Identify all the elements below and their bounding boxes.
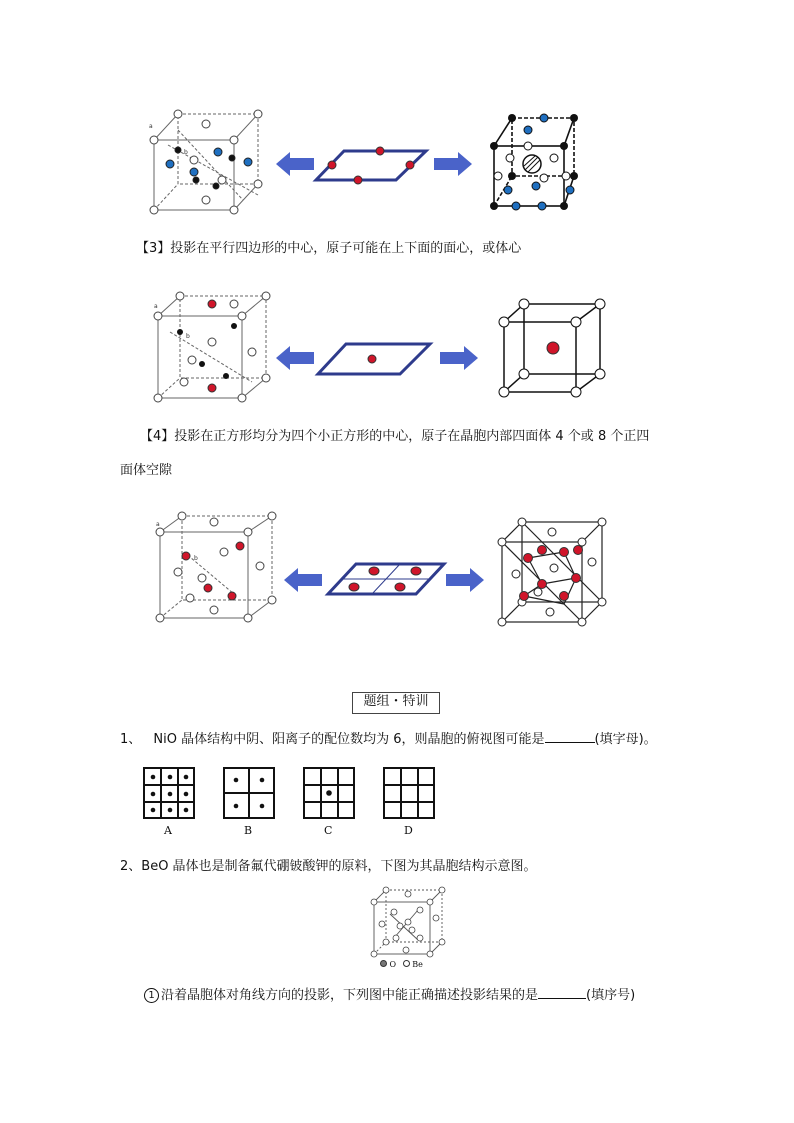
question-2-sub-suffix: (填序号)	[586, 988, 636, 1003]
parallelogram-row3	[324, 560, 448, 600]
sub-question-marker: 1	[144, 988, 159, 1003]
beo-unit-cell-diagram	[368, 884, 448, 964]
legend-o-icon	[380, 960, 387, 967]
beo-legend	[380, 960, 423, 970]
section-banner	[352, 692, 440, 714]
arrow-left-2	[276, 346, 316, 370]
grid-option-a	[142, 766, 198, 822]
cube-diagram-row1-right	[488, 112, 588, 212]
question-1	[120, 730, 657, 749]
section4-text-line1: 【4】投影在正方形均分为四个小正方形的中心，原子在晶胞内部四面体 4 个或 8 个正四	[140, 429, 650, 444]
option-label-b: B	[244, 824, 253, 837]
arrow-left-3	[284, 568, 324, 592]
question-1-text: NiO 晶体结构中阴、阳离子的配位数均为 6，则晶胞的俯视图可能是	[153, 732, 545, 747]
option-label-a: A	[164, 824, 172, 837]
label-a-2: a	[154, 303, 158, 310]
option-label-d: D	[404, 824, 413, 837]
legend-be-label: Be	[412, 960, 423, 969]
label-a-3: a	[156, 521, 160, 528]
section3-text: 【3】投影在平行四边形的中心，原子可能在上下面的面心，或体心	[136, 241, 522, 256]
legend-o-label: O	[389, 960, 397, 969]
label-b-2: b	[186, 333, 190, 340]
arrow-right-3	[446, 568, 486, 592]
label-b-3: b	[194, 555, 198, 562]
grid-option-b	[222, 766, 278, 822]
cube-diagram-row3-right	[494, 516, 610, 628]
arrow-right-2	[440, 346, 480, 370]
answer-blank-1[interactable]	[545, 730, 595, 743]
question-2-text: 2、BeO 晶体也是制备氟代硼铍酸钾的原料，下图为其晶胞结构示意图。	[120, 859, 537, 874]
option-label-c: C	[324, 824, 333, 837]
section4-text-line2: 面体空隙	[120, 463, 173, 478]
grid-option-c	[302, 766, 358, 822]
question-2-sub	[144, 986, 635, 1005]
label-b: b	[184, 149, 188, 156]
cube-diagram-row3-left	[154, 512, 278, 622]
grid-option-d	[382, 766, 438, 822]
parallelogram-row2	[314, 340, 434, 380]
section-banner-label: 题组・特训	[363, 694, 429, 709]
arrow-right-1	[434, 152, 474, 176]
cube-diagram-row2-left	[152, 292, 272, 402]
legend-be-icon	[403, 960, 410, 967]
cube-diagram-row1-left	[148, 100, 268, 220]
arrow-left-1	[276, 152, 316, 176]
question-1-number: 1、	[120, 732, 142, 747]
cube-diagram-row2-right	[496, 298, 606, 398]
answer-blank-2[interactable]	[538, 986, 586, 999]
question-1-suffix: (填字母)。	[594, 732, 657, 747]
label-a: a	[149, 123, 153, 130]
question-2-sub-text: 沿着晶胞体对角线方向的投影，下列图中能正确描述投影结果的是	[161, 988, 539, 1003]
parallelogram-row1	[312, 146, 432, 186]
